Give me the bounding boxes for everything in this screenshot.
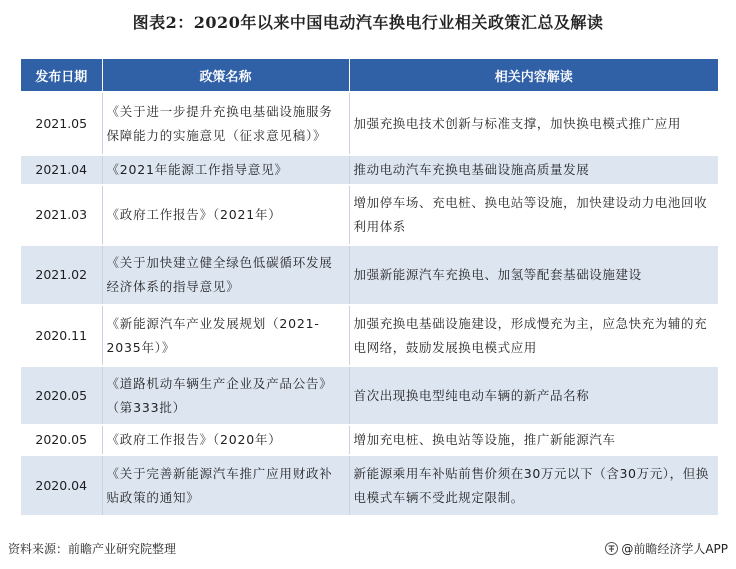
row-content: 加强新能源汽车充换电、加氢等配套基础设施建设	[349, 245, 718, 305]
row-date: 2020.05	[21, 425, 102, 455]
row-date: 2020.04	[21, 455, 102, 515]
brand-label: @前瞻经济学人APP	[621, 542, 728, 556]
row-policy-name: 《政府工作报告》（2020年）	[102, 425, 349, 455]
qianzhan-logo-icon	[605, 542, 618, 555]
policy-table	[21, 59, 718, 515]
table-row	[21, 155, 718, 185]
header-content: 相关内容解读	[349, 59, 718, 92]
row-content: 首次出现换电型纯电动车辆的新产品名称	[349, 366, 718, 425]
source-note: 资料来源：前瞻产业研究院整理	[8, 542, 177, 556]
row-date: 2021.02	[21, 245, 102, 305]
header-date: 发布日期	[21, 59, 102, 92]
row-policy-name: 《新能源汽车产业发展规划（2021-2035年）》	[102, 305, 349, 366]
table-header-row	[21, 59, 718, 92]
brand-credit	[605, 540, 728, 557]
row-content: 增加充电桩、换电站等设施，推广新能源汽车	[349, 425, 718, 455]
row-content: 加强充换电基础设施建设，形成慢充为主，应急快充为辅的充电网络，鼓励发展换电模式应用	[349, 305, 718, 366]
footer	[8, 540, 728, 560]
table-row	[21, 245, 718, 305]
chart-title: 图表2：2020年以来中国电动汽车换电行业相关政策汇总及解读	[132, 13, 604, 32]
row-content: 推动电动汽车充换电基础设施高质量发展	[349, 155, 718, 185]
row-policy-name: 《关于进一步提升充换电基础设施服务保障能力的实施意见（征求意见稿）》	[102, 92, 349, 155]
row-date: 2020.05	[21, 366, 102, 425]
row-date: 2021.05	[21, 92, 102, 155]
row-policy-name: 《道路机动车辆生产企业及产品公告》（第333批）	[102, 366, 349, 425]
table-row	[21, 305, 718, 366]
row-date: 2020.11	[21, 305, 102, 366]
row-policy-name: 《2021年能源工作指导意见》	[102, 155, 349, 185]
row-policy-name: 《政府工作报告》（2021年）	[102, 185, 349, 245]
table-row	[21, 366, 718, 425]
table-row	[21, 92, 718, 155]
row-content: 新能源乘用车补贴前售价须在30万元以下（含30万元），但换电模式车辆不受此规定限制。	[349, 455, 718, 515]
row-policy-name: 《关于完善新能源汽车推广应用财政补贴政策的通知》	[102, 455, 349, 515]
table-row	[21, 455, 718, 515]
row-policy-name: 《关于加快建立健全绿色低碳循环发展经济体系的指导意见》	[102, 245, 349, 305]
row-date: 2021.03	[21, 185, 102, 245]
row-content: 增加停车场、充电桩、换电站等设施，加快建设动力电池回收利用体系	[349, 185, 718, 245]
row-date: 2021.04	[21, 155, 102, 185]
table-row	[21, 425, 718, 455]
table-row	[21, 185, 718, 245]
row-content: 加强充换电技术创新与标准支撑，加快换电模式推广应用	[349, 92, 718, 155]
header-policy-name: 政策名称	[102, 59, 349, 92]
